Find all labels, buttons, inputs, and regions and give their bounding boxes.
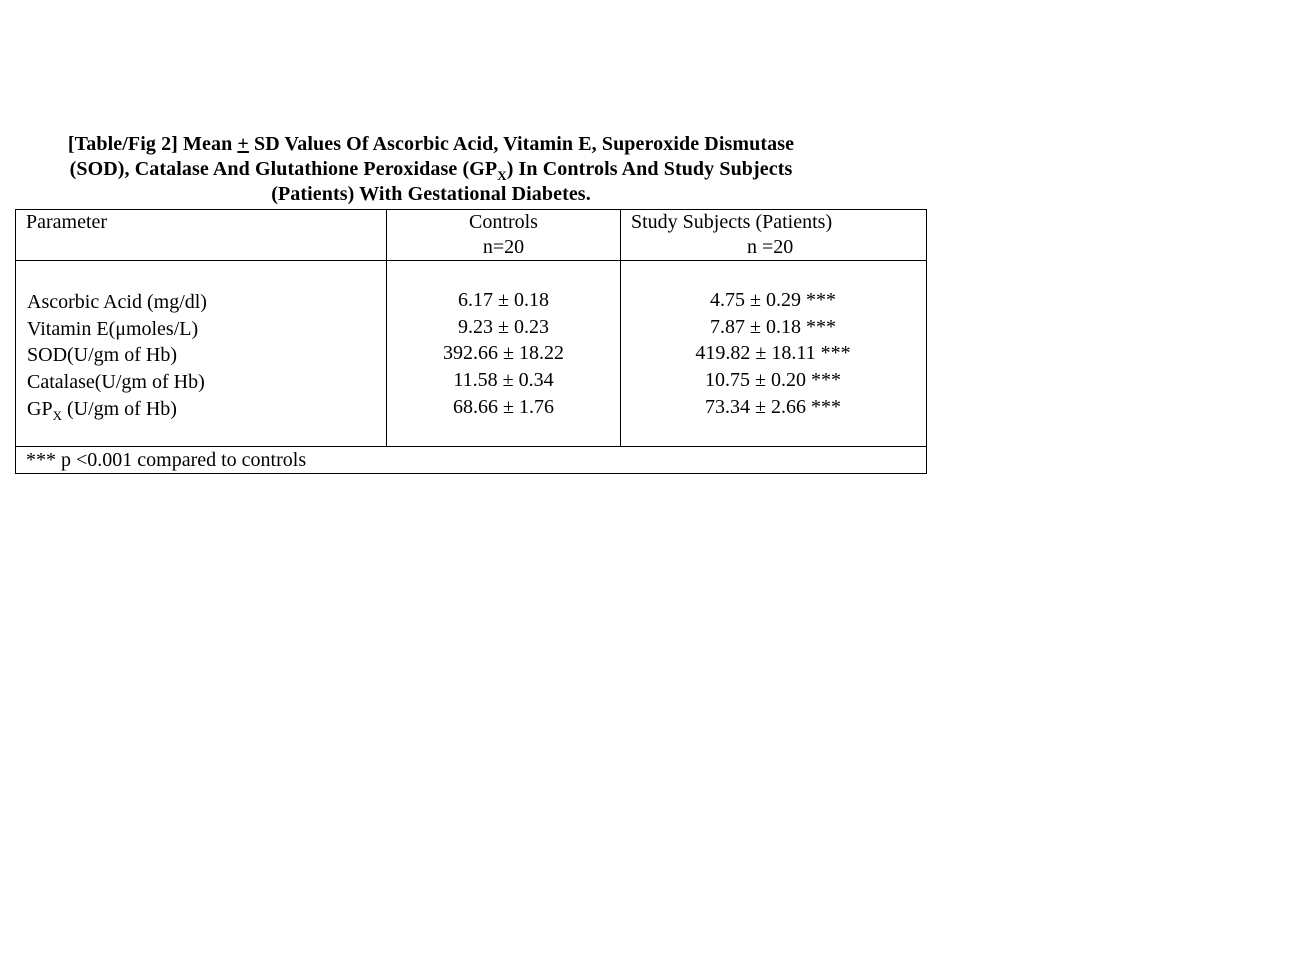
column-divider bbox=[620, 210, 621, 447]
header-parameter: Parameter bbox=[26, 211, 108, 233]
caption-line-3: (Patients) With Gestational Diabetes. bbox=[271, 183, 591, 205]
caption-line-1 bbox=[28, 132, 834, 157]
header-divider bbox=[16, 260, 926, 261]
controls-column bbox=[387, 287, 620, 420]
table-row-parameter: Ascorbic Acid (mg/dl) bbox=[27, 291, 207, 313]
table-cell-controls: 68.66 ± 1.76 bbox=[453, 395, 554, 418]
header-controls bbox=[387, 210, 620, 260]
data-table bbox=[15, 209, 927, 474]
caption-text: ) In Controls And Study Subjects bbox=[506, 158, 793, 180]
caption-subscript: X bbox=[497, 168, 507, 183]
table-row-parameter: Vitamin E(μmoles/L) bbox=[27, 317, 199, 340]
caption-line-2 bbox=[28, 157, 834, 182]
table-cell-patients: 419.82 ± 18.11 *** bbox=[695, 342, 851, 365]
patients-column bbox=[637, 287, 909, 420]
header-controls-n: n=20 bbox=[482, 236, 525, 258]
parameter-text: GP bbox=[27, 397, 53, 420]
table-row-parameter: Catalase(U/gm of Hb) bbox=[27, 371, 205, 394]
header-patients-label: Study Subjects (Patients) bbox=[631, 211, 833, 233]
table-cell-controls: 6.17 ± 0.18 bbox=[458, 289, 549, 311]
caption-text: SD Values Of Ascorbic Acid, Vitamin E, Superoxide Dismutase bbox=[248, 133, 795, 155]
table-cell-patients: 7.87 ± 0.18 *** bbox=[710, 315, 836, 338]
header-patients-n: n =20 bbox=[747, 236, 794, 258]
header-patients bbox=[631, 210, 832, 260]
caption-text: [Table/Fig 2] Mean bbox=[67, 133, 238, 155]
parameter-column bbox=[27, 289, 207, 422]
parameter-subscript: X bbox=[52, 407, 62, 423]
table-cell-patients: 10.75 ± 0.20 *** bbox=[705, 369, 841, 392]
footer-divider bbox=[16, 446, 926, 447]
header-controls-label: Controls bbox=[469, 211, 538, 233]
table-cell-patients: 73.34 ± 2.66 *** bbox=[705, 395, 841, 418]
table-cell-controls: 11.58 ± 0.34 bbox=[453, 369, 554, 392]
table-caption bbox=[28, 132, 834, 207]
table-cell-patients: 4.75 ± 0.29 *** bbox=[710, 289, 836, 311]
table-row-parameter: SOD(U/gm of Hb) bbox=[27, 344, 177, 367]
table-cell-controls: 392.66 ± 18.22 bbox=[443, 342, 564, 365]
parameter-text: (U/gm of Hb) bbox=[61, 397, 177, 420]
plus-minus-symbol: + bbox=[237, 133, 249, 155]
table-row-parameter bbox=[27, 396, 207, 423]
caption-text: (SOD), Catalase And Glutathione Peroxidase (GP bbox=[69, 158, 498, 180]
table-cell-controls: 9.23 ± 0.23 bbox=[458, 315, 549, 338]
table-footnote: *** p <0.001 compared to controls bbox=[26, 449, 307, 471]
